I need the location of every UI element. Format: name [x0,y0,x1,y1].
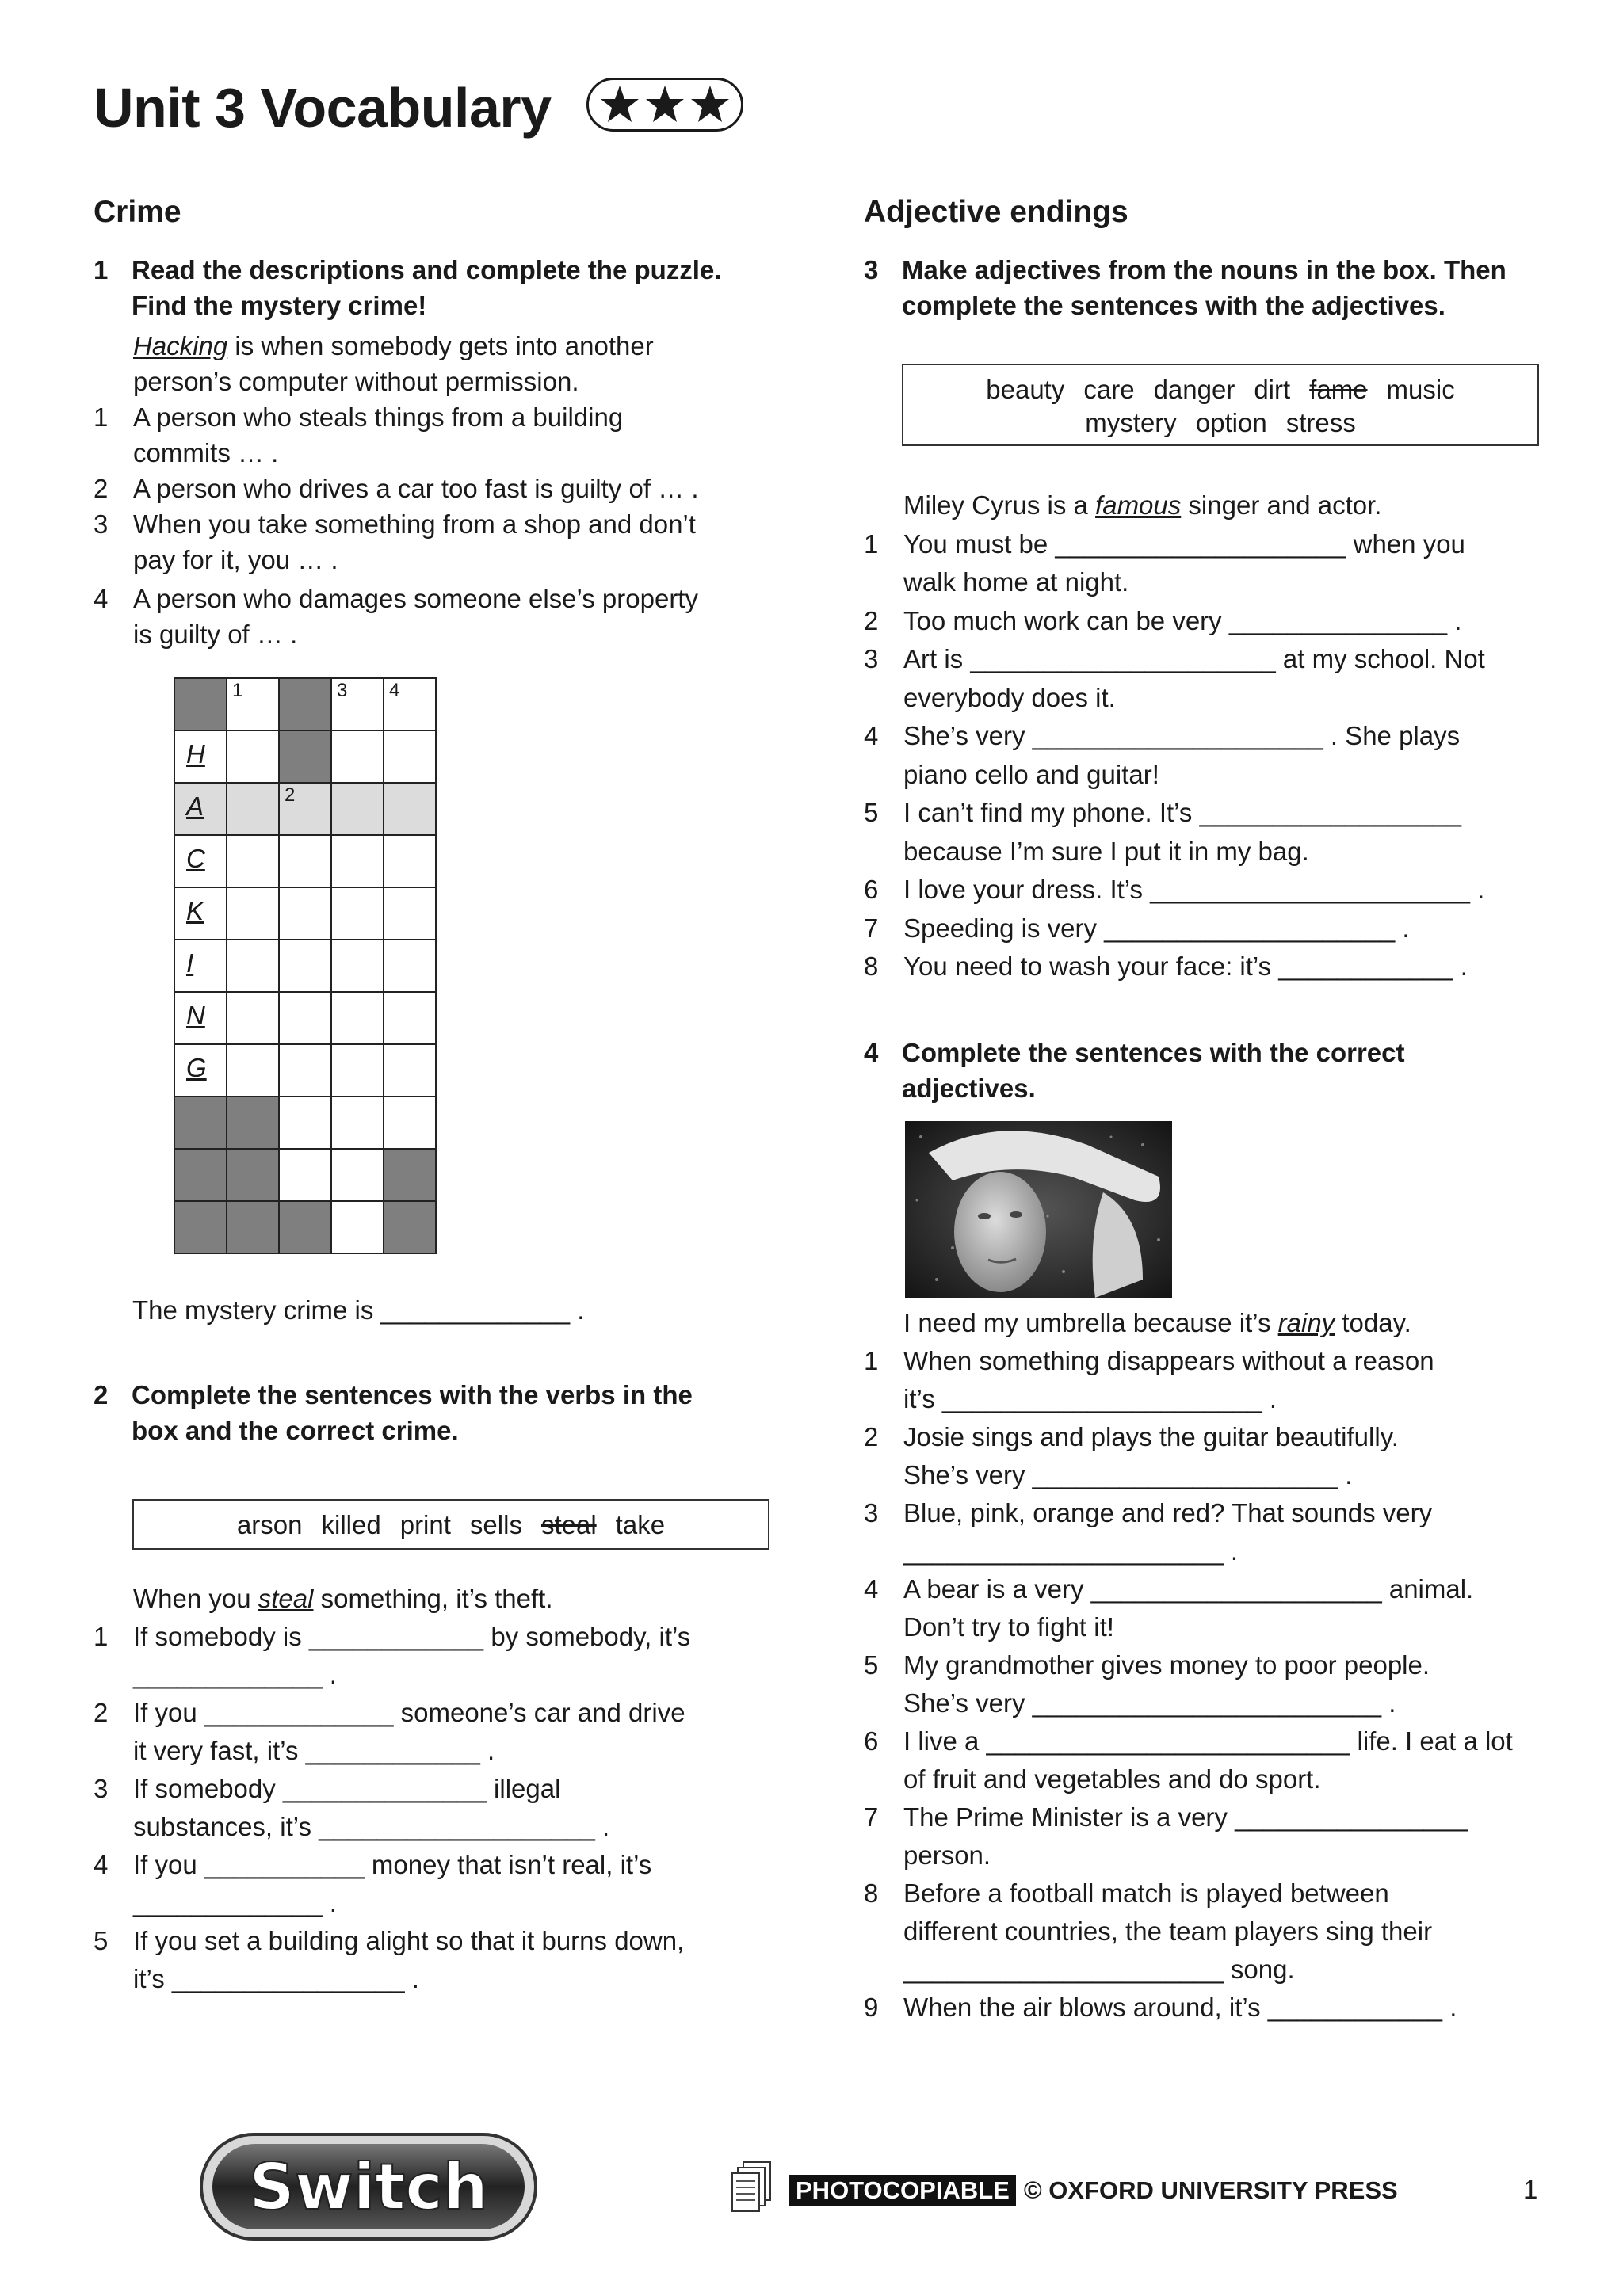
word-box-nouns: beauty care danger dirt fame music mystery option stress [902,364,1539,446]
exercise-2-example: When you steal something, it’s theft. [133,1584,553,1613]
exercise-2-item[interactable]: 2 If you _____________ someone’s car and drive it very fast, it’s ____________ . [94,1698,685,1765]
exercise-2-item[interactable]: 3 If somebody ______________ illegal substances, it’s ___________________ . [94,1774,610,1841]
section-title-crime: Crime [94,195,181,229]
page-number: 1 [1523,2175,1538,2204]
photocopiable-label: PHOTOCOPIABLE [789,2175,1016,2206]
exercise-1-item: 3 When you take something from a shop and don’t pay for it, you … . [94,509,696,574]
exercise-1-item: 1 A person who steals things from a building commits … . [94,402,624,467]
exercise-3-item[interactable]: 2 Too much work can be very _______________ . [864,605,1462,635]
exercise-2-item[interactable]: 4 If you ___________ money that isn’t real, it’s _____________ . [94,1850,652,1917]
exercise-4-item[interactable]: 7 The Prime Minister is a very ________________ person. [864,1802,1468,1870]
crossword-puzzle: 1 3 4 H A 2 C K I N G [174,677,437,1254]
exercise-2-instructions: 2 Complete the sentences with the verbs in the box and the correct crime. [94,1380,693,1445]
exercise-3-item[interactable]: 4 She’s very ____________________ . She plays piano cello and guitar! [864,721,1461,789]
exercise-4 [864,1304,1561,2027]
exercise-2-item[interactable]: 5 If you set a building alight so that it burns down, it’s ________________ . [94,1926,685,1993]
exercise-1-example: Hacking is when somebody gets into another person’s computer without permission. [133,331,654,396]
exercise-3-item[interactable]: 1 You must be ____________________ when you walk home at night. [864,528,1465,597]
star-icon [598,84,732,125]
exercise-3-instructions: 3 Make adjectives from the nouns in the box. Then complete the sentences with the adjectives. [864,255,1507,320]
publisher-name: © OXFORD UNIVERSITY PRESS [1023,2176,1398,2204]
exercise-3 [864,486,1561,986]
exercise-3-item[interactable]: 3 Art is _____________________ at my school. Not everybody does it. [864,644,1485,712]
exercise-4-item[interactable]: 5 My grandmother gives money to poor people. She’s very ________________________ . [864,1650,1430,1718]
crossword-cell[interactable]: 1 [227,678,279,730]
exercise-4-item[interactable]: 9 When the air blows around, it’s ____________ . [864,1993,1457,2022]
footer-publisher [789,2175,1398,2206]
exercise-4-instructions: 4 Complete the sentences with the correct adjectives. [864,1038,1405,1103]
mystery-crime-answer: The mystery crime is _____________ . [132,1295,585,1325]
exercise-2-item[interactable]: 1 If somebody is ____________ by somebody, it’s _____________ . [94,1622,691,1689]
switch-logo [198,2131,539,2246]
exercise-4-item[interactable]: 1 When something disappears without a reason it’s ______________________ . [864,1346,1434,1413]
exercise-4-item[interactable]: 3 Blue, pink, orange and red? That sounds very ______________________ . [864,1498,1433,1566]
photocopy-icon [729,2161,773,2220]
crossword-cell[interactable]: 3 [331,678,384,730]
exercise-4-item[interactable]: 6 I live a _________________________ life. I eat a lot of fruit and vegetables and do sport. [864,1726,1513,1794]
exercise-1-item: 2 A person who drives a car too fast is guilty of … . [94,474,699,503]
exercise-1-instructions: 1 Read the descriptions and complete the puzzle. Find the mystery crime! [94,255,722,320]
exercise-3-item[interactable]: 8 You need to wash your face: it’s ____________ . [864,952,1468,981]
exercise-3-example: Miley Cyrus is a famous singer and actor. [903,490,1382,520]
exercise-2 [94,1580,791,1998]
exercise-1-item: 4 A person who damages someone else’s property is guilty of … . [94,584,698,649]
word-box-verbs: arson killed print sells steal take [132,1499,769,1550]
exercise-1 [94,252,791,652]
exercise-4-item[interactable]: 4 A bear is a very ____________________ animal. Don’t try to fight it! [864,1574,1474,1642]
exercise-3-item[interactable]: 6 I love your dress. It’s ______________________ . [864,875,1485,904]
crossword-cell[interactable]: 4 [384,678,436,730]
three-star-level-badge [586,78,743,132]
exercise-4-item[interactable]: 2 Josie sings and plays the guitar beautifully. She’s very _____________________ . [864,1422,1399,1489]
svg-text:Switch: Switch [249,2150,488,2224]
exercise-4-example: I need my umbrella because it’s rainy today. [903,1308,1411,1337]
photo-person-shielding-eyes-in-rain [905,1121,1172,1298]
exercise-3-item[interactable]: 5 I can’t find my phone. It’s __________________ because I’m sure I put it in my bag. [864,798,1461,866]
exercise-3-item[interactable]: 7 Speeding is very ____________________ . [864,913,1410,943]
exercise-4-item[interactable]: 8 Before a football match is played between different countries, the team players sing their ______________________ song. [864,1878,1433,1984]
section-title-adjective-endings: Adjective endings [864,195,1128,229]
page-title: Unit 3 Vocabulary [94,77,552,139]
